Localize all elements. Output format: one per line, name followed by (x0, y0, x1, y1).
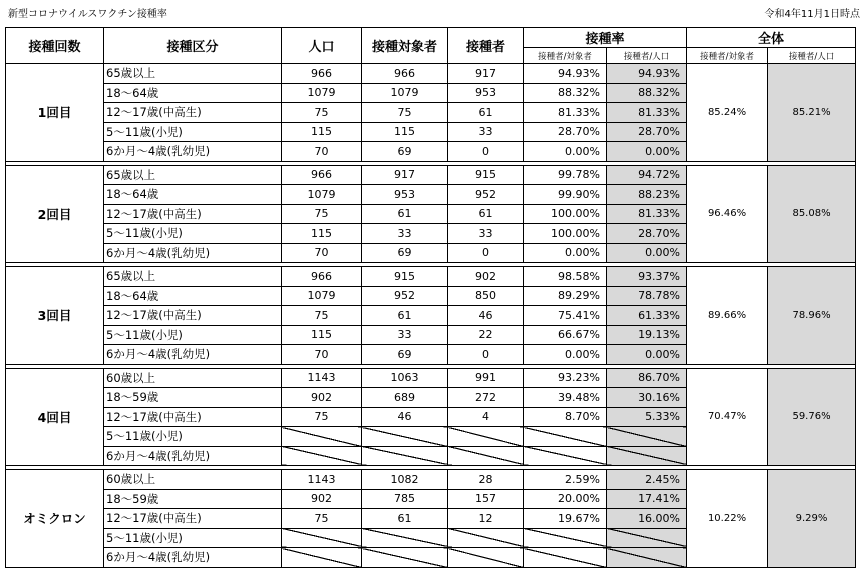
table-row (6, 165, 856, 185)
rate-eligible-cell: 99.90% (524, 185, 607, 205)
category-cell: 18～64歳 (104, 185, 282, 205)
na-rate-eligible-cell (524, 528, 607, 548)
overall-rate-eligible: 70.47% (687, 368, 768, 466)
population-cell: 75 (282, 204, 362, 224)
vaccinated-cell: 61 (448, 204, 524, 224)
eligible-cell: 915 (362, 267, 448, 287)
overall-rate-population: 9.29% (768, 470, 856, 568)
rate-eligible-cell: 100.00% (524, 204, 607, 224)
vaccinated-cell: 46 (448, 306, 524, 326)
table-row (6, 368, 856, 388)
rate-population-cell: 0.00% (607, 142, 687, 162)
vaccinated-cell: 952 (448, 185, 524, 205)
subheader-rate-eligible: 接種者/対象者 (524, 48, 607, 64)
population-cell: 75 (282, 103, 362, 123)
na-vaccinated-cell (448, 427, 524, 447)
category-cell: 5～11歳(小児) (104, 224, 282, 244)
eligible-cell: 115 (362, 122, 448, 142)
rate-population-cell: 19.13% (607, 325, 687, 345)
rate-population-cell: 61.33% (607, 306, 687, 326)
rate-eligible-cell: 20.00% (524, 489, 607, 509)
category-cell: 18～64歳 (104, 83, 282, 103)
na-rate-population-cell (607, 528, 687, 548)
vaccinated-cell: 902 (448, 267, 524, 287)
vaccinated-cell: 22 (448, 325, 524, 345)
population-cell: 966 (282, 64, 362, 84)
eligible-cell: 69 (362, 142, 448, 162)
population-cell: 1079 (282, 185, 362, 205)
eligible-cell: 1082 (362, 470, 448, 490)
vaccinated-cell: 0 (448, 243, 524, 263)
category-cell: 6か月～4歳(乳幼児) (104, 548, 282, 568)
rate-population-cell: 2.45% (607, 470, 687, 490)
category-cell: 6か月～4歳(乳幼児) (104, 345, 282, 365)
vaccinated-cell: 12 (448, 509, 524, 529)
header-dose: 接種回数 (6, 28, 104, 64)
rate-eligible-cell: 8.70% (524, 407, 607, 427)
rate-eligible-cell: 28.70% (524, 122, 607, 142)
population-cell: 75 (282, 306, 362, 326)
eligible-cell: 46 (362, 407, 448, 427)
population-cell: 75 (282, 509, 362, 529)
category-cell: 18～59歳 (104, 388, 282, 408)
category-cell: 12～17歳(中高生) (104, 509, 282, 529)
subheader-rate-population: 接種者/人口 (607, 48, 687, 64)
overall-rate-population: 78.96% (768, 267, 856, 365)
vaccinated-cell: 4 (448, 407, 524, 427)
eligible-cell: 69 (362, 345, 448, 365)
category-cell: 60歳以上 (104, 368, 282, 388)
rate-population-cell: 0.00% (607, 345, 687, 365)
population-cell: 70 (282, 345, 362, 365)
na-rate-eligible-cell (524, 548, 607, 568)
eligible-cell: 689 (362, 388, 448, 408)
population-cell: 1079 (282, 286, 362, 306)
rate-population-cell: 5.33% (607, 407, 687, 427)
na-vaccinated-cell (448, 446, 524, 466)
na-population-cell (282, 548, 362, 568)
vaccinated-cell: 33 (448, 122, 524, 142)
eligible-cell: 1063 (362, 368, 448, 388)
category-cell: 12～17歳(中高生) (104, 407, 282, 427)
rate-eligible-cell: 39.48% (524, 388, 607, 408)
eligible-cell: 953 (362, 185, 448, 205)
vaccinated-cell: 272 (448, 388, 524, 408)
na-rate-population-cell (607, 446, 687, 466)
population-cell: 902 (282, 489, 362, 509)
eligible-cell: 966 (362, 64, 448, 84)
population-cell: 70 (282, 142, 362, 162)
rate-population-cell: 88.32% (607, 83, 687, 103)
header-population: 人口 (282, 28, 362, 64)
rate-eligible-cell: 88.32% (524, 83, 607, 103)
eligible-cell: 75 (362, 103, 448, 123)
rate-population-cell: 93.37% (607, 267, 687, 287)
rate-eligible-cell: 66.67% (524, 325, 607, 345)
population-cell: 1079 (282, 83, 362, 103)
category-cell: 12～17歳(中高生) (104, 204, 282, 224)
table-row (6, 470, 856, 490)
na-rate-eligible-cell (524, 446, 607, 466)
na-rate-population-cell (607, 427, 687, 447)
rate-population-cell: 81.33% (607, 103, 687, 123)
vaccination-rate-table (5, 27, 856, 568)
eligible-cell: 61 (362, 306, 448, 326)
rate-eligible-cell: 2.59% (524, 470, 607, 490)
rate-population-cell: 81.33% (607, 204, 687, 224)
na-rate-eligible-cell (524, 427, 607, 447)
header-row (6, 28, 856, 48)
vaccinated-cell: 953 (448, 83, 524, 103)
rate-population-cell: 86.70% (607, 368, 687, 388)
overall-rate-eligible: 96.46% (687, 165, 768, 263)
category-cell: 5～11歳(小児) (104, 528, 282, 548)
category-cell: 6か月～4歳(乳幼児) (104, 243, 282, 263)
category-cell: 12～17歳(中高生) (104, 306, 282, 326)
na-eligible-cell (362, 528, 448, 548)
category-cell: 65歳以上 (104, 267, 282, 287)
dose-label: 4回目 (6, 368, 104, 466)
dose-label: 2回目 (6, 165, 104, 263)
na-eligible-cell (362, 427, 448, 447)
rate-eligible-cell: 93.23% (524, 368, 607, 388)
eligible-cell: 33 (362, 325, 448, 345)
population-cell: 902 (282, 388, 362, 408)
subheader-total-population: 接種者/人口 (768, 48, 856, 64)
population-cell: 1143 (282, 470, 362, 490)
page-title: 新型コロナウイルスワクチン接種率 (8, 9, 167, 20)
na-eligible-cell (362, 446, 448, 466)
eligible-cell: 69 (362, 243, 448, 263)
overall-rate-eligible: 89.66% (687, 267, 768, 365)
category-cell: 12～17歳(中高生) (104, 103, 282, 123)
rate-population-cell: 28.70% (607, 224, 687, 244)
vaccinated-cell: 157 (448, 489, 524, 509)
overall-rate-population: 85.21% (768, 64, 856, 162)
population-cell: 75 (282, 407, 362, 427)
header-eligible: 接種対象者 (362, 28, 448, 64)
overall-rate-population: 59.76% (768, 368, 856, 466)
na-eligible-cell (362, 548, 448, 568)
vaccinated-cell: 61 (448, 103, 524, 123)
header-vaccinated: 接種者 (448, 28, 524, 64)
table-row (6, 64, 856, 84)
population-cell: 70 (282, 243, 362, 263)
header-category: 接種区分 (104, 28, 282, 64)
eligible-cell: 917 (362, 165, 448, 185)
population-cell: 1143 (282, 368, 362, 388)
rate-population-cell: 94.93% (607, 64, 687, 84)
category-cell: 65歳以上 (104, 64, 282, 84)
rate-population-cell: 0.00% (607, 243, 687, 263)
eligible-cell: 61 (362, 509, 448, 529)
rate-eligible-cell: 0.00% (524, 142, 607, 162)
rate-population-cell: 28.70% (607, 122, 687, 142)
vaccinated-cell: 850 (448, 286, 524, 306)
eligible-cell: 33 (362, 224, 448, 244)
population-cell: 966 (282, 267, 362, 287)
overall-rate-population: 85.08% (768, 165, 856, 263)
rate-eligible-cell: 75.41% (524, 306, 607, 326)
eligible-cell: 785 (362, 489, 448, 509)
category-cell: 5～11歳(小児) (104, 122, 282, 142)
vaccinated-cell: 991 (448, 368, 524, 388)
rate-eligible-cell: 89.29% (524, 286, 607, 306)
dose-label: 1回目 (6, 64, 104, 162)
rate-eligible-cell: 81.33% (524, 103, 607, 123)
rate-eligible-cell: 0.00% (524, 243, 607, 263)
population-cell: 115 (282, 224, 362, 244)
category-cell: 60歳以上 (104, 470, 282, 490)
rate-eligible-cell: 99.78% (524, 165, 607, 185)
population-cell: 115 (282, 325, 362, 345)
eligible-cell: 952 (362, 286, 448, 306)
vaccinated-cell: 917 (448, 64, 524, 84)
dose-label: 3回目 (6, 267, 104, 365)
eligible-cell: 1079 (362, 83, 448, 103)
rate-population-cell: 94.72% (607, 165, 687, 185)
rate-eligible-cell: 100.00% (524, 224, 607, 244)
overall-rate-eligible: 10.22% (687, 470, 768, 568)
header-overall: 全体 (687, 28, 856, 48)
rate-population-cell: 30.16% (607, 388, 687, 408)
rate-eligible-cell: 98.58% (524, 267, 607, 287)
rate-eligible-cell: 94.93% (524, 64, 607, 84)
na-rate-population-cell (607, 548, 687, 568)
eligible-cell: 61 (362, 204, 448, 224)
na-vaccinated-cell (448, 548, 524, 568)
table-row (6, 267, 856, 287)
na-population-cell (282, 528, 362, 548)
as-of-date: 令和4年11月1日時点 (764, 9, 860, 20)
category-cell: 6か月～4歳(乳幼児) (104, 142, 282, 162)
overall-rate-eligible: 85.24% (687, 64, 768, 162)
header-rate: 接種率 (524, 28, 687, 48)
rate-population-cell: 16.00% (607, 509, 687, 529)
category-cell: 18～64歳 (104, 286, 282, 306)
category-cell: 5～11歳(小児) (104, 325, 282, 345)
rate-eligible-cell: 19.67% (524, 509, 607, 529)
rate-population-cell: 78.78% (607, 286, 687, 306)
vaccinated-cell: 33 (448, 224, 524, 244)
na-population-cell (282, 427, 362, 447)
vaccinated-cell: 0 (448, 345, 524, 365)
vaccinated-cell: 915 (448, 165, 524, 185)
rate-eligible-cell: 0.00% (524, 345, 607, 365)
population-cell: 115 (282, 122, 362, 142)
category-cell: 18～59歳 (104, 489, 282, 509)
dose-label: オミクロン (6, 470, 104, 568)
rate-population-cell: 88.23% (607, 185, 687, 205)
category-cell: 6か月～4歳(乳幼児) (104, 446, 282, 466)
vaccinated-cell: 28 (448, 470, 524, 490)
na-vaccinated-cell (448, 528, 524, 548)
vaccinated-cell: 0 (448, 142, 524, 162)
population-cell: 966 (282, 165, 362, 185)
na-population-cell (282, 446, 362, 466)
rate-population-cell: 17.41% (607, 489, 687, 509)
subheader-total-eligible: 接種者/対象者 (687, 48, 768, 64)
category-cell: 5～11歳(小児) (104, 427, 282, 447)
category-cell: 65歳以上 (104, 165, 282, 185)
